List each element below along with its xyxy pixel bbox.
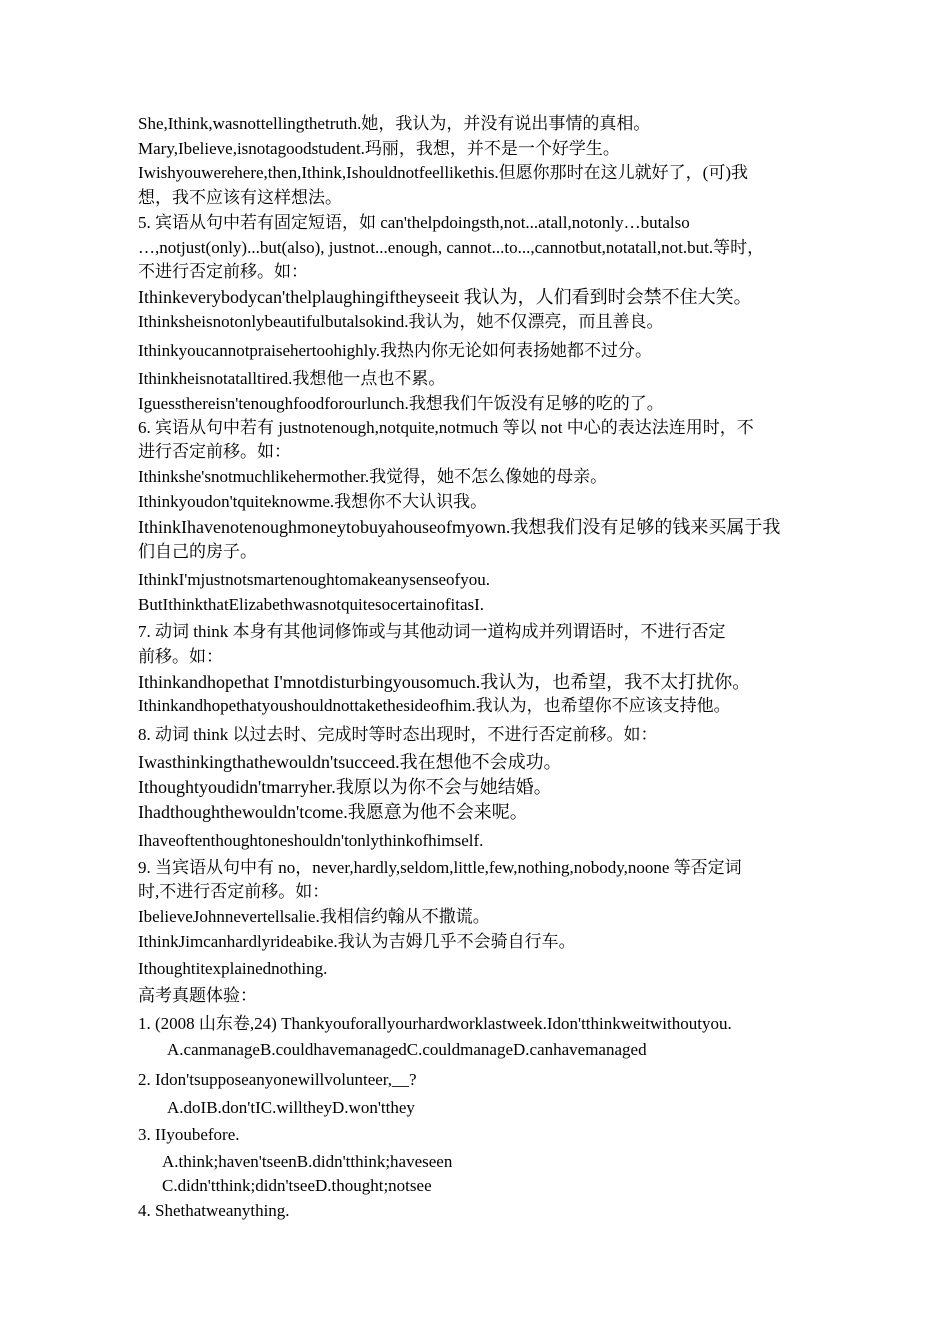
example-sentence: Ithinkandhopethatyoushouldnottakethesideofhim.我认为，也希望你不应该支持他。 [138,696,731,715]
text-line: She,Ithink,wasnottellingthetruth.她，我认为，并没有说出事情的真相。 [138,114,651,133]
section-heading: 7. 动词 think 本身有其他词修饰或与其他动词一道构成并列谓语时，不进行否定 [138,622,726,641]
example-sentence: Ithinkshe'snotmuchlikehermother.我觉得，她不怎么像她的母亲。 [138,467,608,486]
question-3-options: A.think;haven'tseenB.didn'tthink;haveseen [162,1152,453,1171]
section-heading: 8. 动词 think 以过去时、完成时等时态出现时，不进行否定前移。如： [138,725,658,744]
text-line: 们自己的房子。 [138,542,257,561]
text-line: 前移。如： [138,647,223,666]
question-1-options: A.canmanageB.couldhavemanagedC.couldmanageD.canhavemanaged [167,1040,647,1059]
section-heading: 5. 宾语从句中若有固定短语，如 can'thelpdoingsth,not...atall,notonly…butalso [138,213,690,232]
example-sentence: Ithoughtitexplainednothing. [138,959,328,978]
text-line: Mary,Ibelieve,isnotagoodstudent.玛丽，我想，并不是一个好学生。 [138,139,620,158]
example-sentence: Iwasthinkingthathewouldn'tsucceed.我在想他不会成功。 [138,752,562,772]
example-sentence: Iguessthereisn'tenoughfoodforourlunch.我想我们午饭没有足够的吃的了。 [138,394,664,413]
text-line: Iwishyouwerehere,then,Ithink,Ishouldnotfeellikethis.但愿你那时在这儿就好了，(可)我 [138,163,749,182]
example-sentence: Ithinkandhopethat I'mnotdisturbingyousomuch.我认为，也希望，我不太打扰你。 [138,672,751,692]
section-heading: 6. 宾语从句中若有 justnotenough,notquite,notmuch 等以 not 中心的表达法连用时，不 [138,418,754,437]
example-sentence: Ithinkyoucannotpraisehertoohighly.我热内你无论如何表扬她都不过分。 [138,341,653,360]
text-line: 不进行否定前移。如： [138,262,308,281]
example-sentence: Ihaveoftenthoughtoneshouldn'tonlythinkofhimself. [138,831,484,850]
example-sentence: IbelieveJohnnevertellsalie.我相信约翰从不撒谎。 [138,907,490,926]
question-2-options: A.doIB.don'tIC.willtheyD.won'tthey [167,1098,415,1117]
example-sentence: IthinkI'mjustnotsmartenoughtomakeanysenseofyou. [138,570,490,589]
question-4: 4. Shethatweanything. [138,1201,290,1220]
example-sentence: Ithoughtyoudidn'tmarryher.我原以为你不会与她结婚。 [138,777,552,797]
question-1: 1. (2008 山东卷,24) Thankyouforallyourhardworklastweek.Idon'tthinkweitwithoutyou. [138,1014,732,1033]
section-heading: 9. 当宾语从句中有 no，never,hardly,seldom,little,few,nothing,nobody,noone 等否定词 [138,858,742,877]
example-sentence: IthinkIhavenotenoughmoneytobuyahouseofmyown.我想我们没有足够的钱来买属于我 [138,517,781,537]
text-line: 进行否定前移。如： [138,442,291,461]
example-sentence: ButIthinkthatElizabethwasnotquitesocertainofitasI. [138,595,485,614]
example-sentence: Ihadthoughthewouldn'tcome.我愿意为他不会来呢。 [138,802,528,822]
question-2: 2. Idon'tsupposeanyonewillvolunteer,__? [138,1070,417,1089]
example-sentence: Ithinkyoudon'tquiteknowme.我想你不大认识我。 [138,492,488,511]
example-sentence: IthinkJimcanhardlyrideabike.我认为吉姆几乎不会骑自行车。 [138,932,576,951]
text-line: 时,不进行否定前移。如： [138,882,330,901]
example-sentence: Ithinkheisnotatalltired.我想他一点也不累。 [138,369,446,388]
example-sentence: Ithinksheisnotonlybeautifulbutalsokind.我认为，她不仅漂亮，而且善良。 [138,312,664,331]
exercise-heading: 高考真题体验： [138,986,257,1005]
question-3-options: C.didn'tthink;didn'tseeD.thought;notsee [162,1176,432,1195]
text-line: …,notjust(only)...but(also), justnot...enough, cannot...to...,cannotbut,notatall,not.but.等时， [138,238,765,257]
question-3: 3. IIyoubefore. [138,1125,240,1144]
text-line: 想，我不应该有这样想法。 [138,188,342,207]
example-sentence: Ithinkeverybodycan'thelplaughingiftheyseeit 我认为，人们看到时会禁不住大笑。 [138,287,752,307]
